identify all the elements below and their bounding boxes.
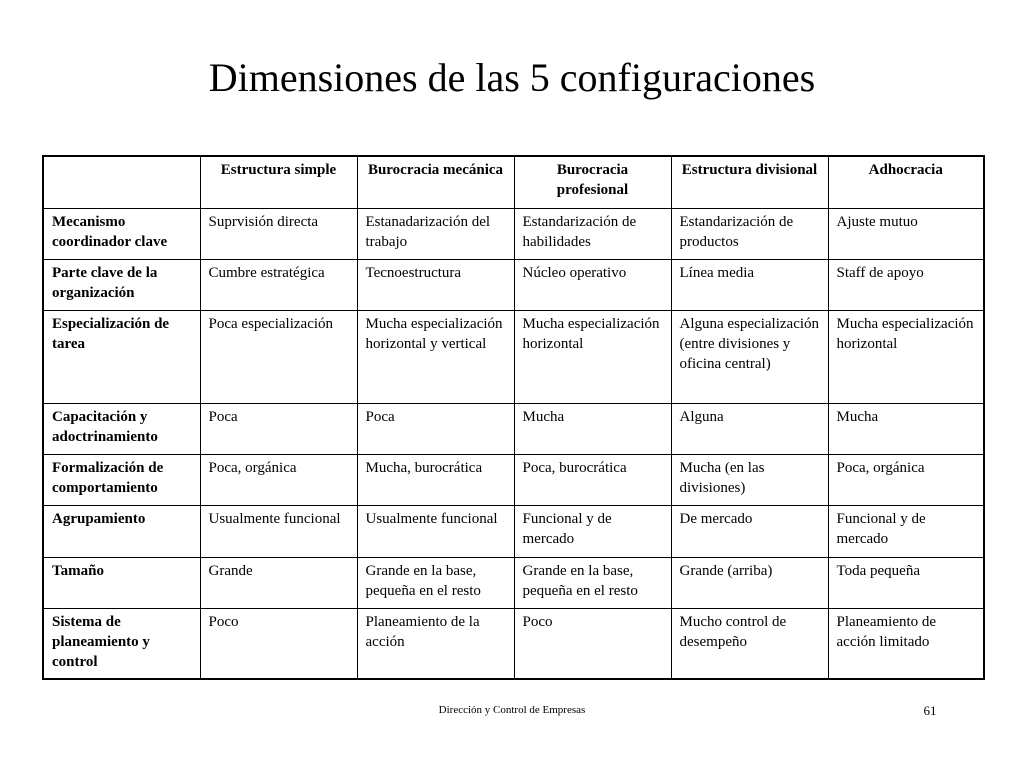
table-row: [43, 557, 984, 608]
table-cell: Ajuste mutuo: [828, 208, 984, 259]
header-cell: Estructura simple: [200, 156, 357, 208]
table-cell: Grande: [200, 557, 357, 608]
row-header-cell: Mecanismo coordinador clave: [43, 208, 200, 259]
table-header-row: [43, 156, 984, 208]
page-number: 61: [923, 703, 937, 718]
table-cell: Poca, burocrática: [514, 455, 671, 506]
table-cell: Estandarización de productos: [671, 208, 828, 259]
row-header-cell: Parte clave de la organización: [43, 259, 200, 310]
header-cell: Burocracia profesional: [514, 156, 671, 208]
table-cell: Poco: [200, 608, 357, 679]
table-cell: Usualmente funcional: [357, 506, 514, 557]
table-cell: Usualmente funcional: [200, 506, 357, 557]
table-cell: Staff de apoyo: [828, 259, 984, 310]
table-cell: Línea media: [671, 259, 828, 310]
table-cell: Estandarización de habilidades: [514, 208, 671, 259]
header-cell: Estructura divisional: [671, 156, 828, 208]
table-cell: Mucha: [514, 403, 671, 454]
table-cell: Poca: [357, 403, 514, 454]
table-row: [43, 608, 984, 679]
table-cell: Funcional y de mercado: [514, 506, 671, 557]
table-cell: Planeamiento de acción limitado: [828, 608, 984, 679]
table-row: [43, 311, 984, 404]
table-cell: Suprvisión directa: [200, 208, 357, 259]
row-header-cell: Tamaño: [43, 557, 200, 608]
table-cell: Poca, orgánica: [200, 455, 357, 506]
table-row: [43, 208, 984, 259]
row-header-cell: Agrupamiento: [43, 506, 200, 557]
table-row: [43, 259, 984, 310]
row-header-cell: Especialización de tarea: [43, 311, 200, 404]
table-cell: Mucha (en las divisiones): [671, 455, 828, 506]
table-cell: Poca: [200, 403, 357, 454]
configurations-table: [42, 155, 985, 680]
row-header-cell: Capacitación y adoctrinamiento: [43, 403, 200, 454]
table-cell: Mucha, burocrática: [357, 455, 514, 506]
table-cell: Mucha especialización horizontal: [514, 311, 671, 404]
table-cell: Poca, orgánica: [828, 455, 984, 506]
table-cell: Grande en la base, pequeña en el resto: [357, 557, 514, 608]
header-cell: Burocracia mecánica: [357, 156, 514, 208]
table-row: [43, 506, 984, 557]
table-row: [43, 455, 984, 506]
table-cell: Alguna especialización (entre divisiones y oficina central): [671, 311, 828, 404]
table-cell: De mercado: [671, 506, 828, 557]
table-cell: Núcleo operativo: [514, 259, 671, 310]
table-cell: Grande (arriba): [671, 557, 828, 608]
row-header-cell: Formalización de comportamiento: [43, 455, 200, 506]
table-cell: Estanadarización del trabajo: [357, 208, 514, 259]
table-cell: Planeamiento de la acción: [357, 608, 514, 679]
table-cell: Mucho control de desempeño: [671, 608, 828, 679]
table-cell: Grande en la base, pequeña en el resto: [514, 557, 671, 608]
table-cell: Poca especialización: [200, 311, 357, 404]
slide-title: Dimensiones de las 5 configuraciones: [208, 55, 816, 100]
table-cell: Mucha especialización horizontal: [828, 311, 984, 404]
table-cell: Mucha: [828, 403, 984, 454]
table-cell: Funcional y de mercado: [828, 506, 984, 557]
header-cell-corner: [43, 156, 200, 208]
table-cell: Poco: [514, 608, 671, 679]
table-cell: Cumbre estratégica: [200, 259, 357, 310]
table-cell: Tecnoestructura: [357, 259, 514, 310]
table-row: [43, 403, 984, 454]
footer-text: Dirección y Control de Empresas: [438, 704, 586, 716]
row-header-cell: Sistema de planeamiento y control: [43, 608, 200, 679]
table-cell: Alguna: [671, 403, 828, 454]
header-cell: Adhocracia: [828, 156, 984, 208]
table-cell: Mucha especialización horizontal y vertical: [357, 311, 514, 404]
table-cell: Toda pequeña: [828, 557, 984, 608]
